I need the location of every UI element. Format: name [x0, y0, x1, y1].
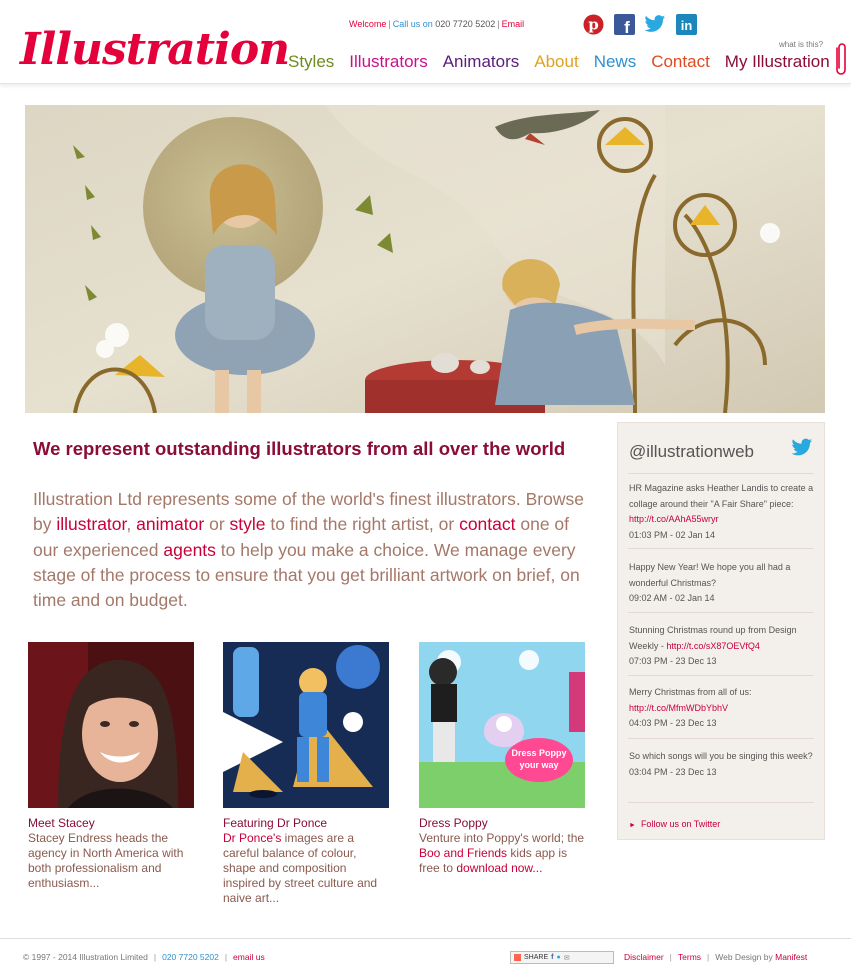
nav-contact[interactable]: Contact	[651, 52, 710, 71]
twitter-handle[interactable]: @illustrationweb	[629, 442, 754, 461]
facebook-icon[interactable]	[613, 13, 635, 35]
email-us-link[interactable]: email us	[233, 952, 265, 962]
linkedin-icon[interactable]	[675, 13, 697, 35]
share-services-icon: f	[551, 954, 554, 961]
tweet-text: Happy New Year! We hope you all had a wonderful Christmas?	[629, 562, 791, 588]
contact-strip: Welcome | Call us on 020 7720 5202 | Email	[349, 19, 525, 29]
tweet-text: So which songs will you be singing this week?	[629, 751, 813, 761]
tweet-link[interactable]: http://t.co/MfmWDbYbhV	[629, 702, 729, 713]
share-email-icon: ✉	[563, 954, 570, 962]
svg-text:f: f	[623, 17, 630, 35]
manifest-link[interactable]: Manifest	[775, 952, 808, 962]
tweet	[629, 623, 819, 670]
illustrator-link[interactable]: illustrator	[56, 514, 127, 535]
style-link[interactable]: style	[229, 514, 266, 535]
divider	[628, 473, 814, 474]
feature-title[interactable]: Dress Poppy	[419, 816, 488, 830]
intro-text: ,	[126, 514, 137, 535]
site-header	[0, 0, 851, 84]
hero-illustration[interactable]	[25, 105, 825, 413]
nav-my-illustration[interactable]: My Illustration	[724, 52, 830, 71]
nav-about[interactable]: About	[534, 52, 579, 71]
email-link[interactable]: Email	[501, 19, 525, 29]
share-button[interactable]	[510, 951, 614, 964]
tweet-time: 09:02 AM - 02 Jan 14	[629, 593, 715, 603]
follow-twitter-link[interactable]	[629, 819, 720, 829]
tweet-text: HR Magazine asks Heather Landis to create a collage around their "A Fair Share" piece:	[629, 483, 814, 509]
feature-title[interactable]: Featuring Dr Ponce	[223, 816, 328, 830]
paperclip-icon	[833, 42, 847, 83]
site-logo[interactable]: Illustration	[20, 24, 290, 75]
nav-news[interactable]: News	[593, 52, 637, 71]
intro-paragraph	[33, 487, 593, 613]
boo-and-friends-link[interactable]: Boo and Friends	[419, 846, 508, 860]
dr-ponce-link[interactable]: Dr Ponce's	[223, 831, 282, 845]
contact-link[interactable]: contact	[459, 514, 516, 535]
tweet-time: 04:03 PM - 23 Dec 13	[629, 718, 717, 728]
what-is-this-link[interactable]: what is this?	[779, 40, 824, 49]
tweet-text: Stunning Christmas round up from Design Weekly -	[629, 625, 797, 651]
intro-text: to help you make a choice. We manage every stage of the process to ensure that you get brilliant artwork on brief, on time and on budget.	[33, 539, 580, 611]
feature-description: Stacey Endress heads the agency in North America with both professionalism and enthusiasm...	[28, 831, 184, 890]
feature-description	[223, 831, 391, 906]
intro-text: or	[204, 514, 230, 535]
nav-animators[interactable]: Animators	[442, 52, 520, 71]
pinterest-icon[interactable]	[582, 13, 604, 35]
copyright: © 1997 - 2014 Illustration Limited	[23, 952, 148, 962]
tweet-time: 01:03 PM - 02 Jan 14	[629, 529, 716, 540]
call-label: Call us on	[392, 19, 433, 29]
divider	[628, 612, 814, 613]
twitter-feed	[617, 422, 825, 840]
divider	[628, 738, 814, 739]
page-headline: We represent outstanding illustrators from all over the world	[33, 438, 566, 459]
tweet	[629, 749, 819, 780]
svg-text:your way: your way	[519, 760, 559, 770]
intro-text: one of our experienced	[33, 514, 570, 560]
tweet	[629, 481, 819, 543]
footer-right: Disclaimer | Terms | Web Design by Manifest	[624, 952, 808, 962]
header-phone: 020 7720 5202	[435, 19, 496, 29]
tweet	[629, 560, 819, 607]
share-plus-icon	[514, 954, 521, 961]
social-links	[582, 13, 697, 35]
divider	[628, 675, 814, 676]
follow-label: Follow us on Twitter	[640, 819, 721, 829]
intro-text: to find the right artist, or	[265, 514, 460, 535]
svg-text:Dress Poppy: Dress Poppy	[511, 748, 567, 758]
svg-text:p: p	[587, 15, 599, 33]
divider	[628, 802, 814, 803]
agents-link[interactable]: agents	[163, 539, 216, 560]
nav-styles[interactable]: Styles	[288, 52, 335, 71]
twitter-icon[interactable]	[644, 13, 666, 35]
footer-divider	[0, 938, 851, 939]
feature-dr-ponce	[223, 642, 391, 906]
download-link[interactable]: download now...	[456, 861, 543, 875]
dr-ponce-artwork-image[interactable]	[223, 642, 389, 808]
nav-illustrators[interactable]: Illustrators	[349, 52, 428, 71]
feature-title[interactable]: Meet Stacey	[28, 816, 95, 830]
feature-text: kids app is free to	[419, 846, 568, 875]
twitter-bird-icon	[791, 438, 813, 462]
animator-link[interactable]: animator	[136, 514, 205, 535]
share-label: SHARE	[524, 954, 549, 961]
feature-text: images are a careful balance of colour, shape and composition inspired by street culture and naive art...	[223, 831, 378, 905]
feature-meet-stacey	[28, 642, 196, 891]
terms-link[interactable]: Terms	[677, 952, 702, 962]
dress-poppy-app-image[interactable]	[419, 642, 585, 808]
tweet-time: 07:03 PM - 23 Dec 13	[629, 656, 717, 666]
feature-description	[419, 831, 587, 876]
stacey-portrait-image[interactable]	[28, 642, 194, 808]
tweet-time: 03:04 PM - 23 Dec 13	[629, 766, 717, 777]
tweet	[629, 685, 819, 732]
svg-text:in: in	[680, 17, 692, 33]
arrow-right-icon: ►	[629, 822, 636, 829]
share-twitter-icon: ●	[556, 954, 561, 961]
web-design-label: Web Design by	[715, 952, 773, 962]
tweet-link[interactable]: http://t.co/sX87OEVfQ4	[666, 640, 760, 651]
feature-dress-poppy	[419, 642, 587, 876]
main-nav	[288, 51, 845, 73]
tweet-link[interactable]: http://t.co/AAhA55wryr	[629, 514, 719, 524]
divider	[628, 548, 814, 549]
disclaimer-link[interactable]: Disclaimer	[624, 952, 664, 962]
footer-phone: 020 7720 5202	[162, 952, 219, 962]
intro-text: Illustration Ltd represents some of the world's finest illustrators. Browse by	[33, 489, 584, 535]
footer-left: © 1997 - 2014 Illustration Limited | 020 7720 5202 | email us	[23, 952, 265, 962]
tweet-text: Merry Christmas from all of us:	[629, 687, 752, 697]
welcome-link[interactable]: Welcome	[349, 19, 387, 29]
feature-text: Venture into Poppy's world; the	[419, 831, 585, 845]
